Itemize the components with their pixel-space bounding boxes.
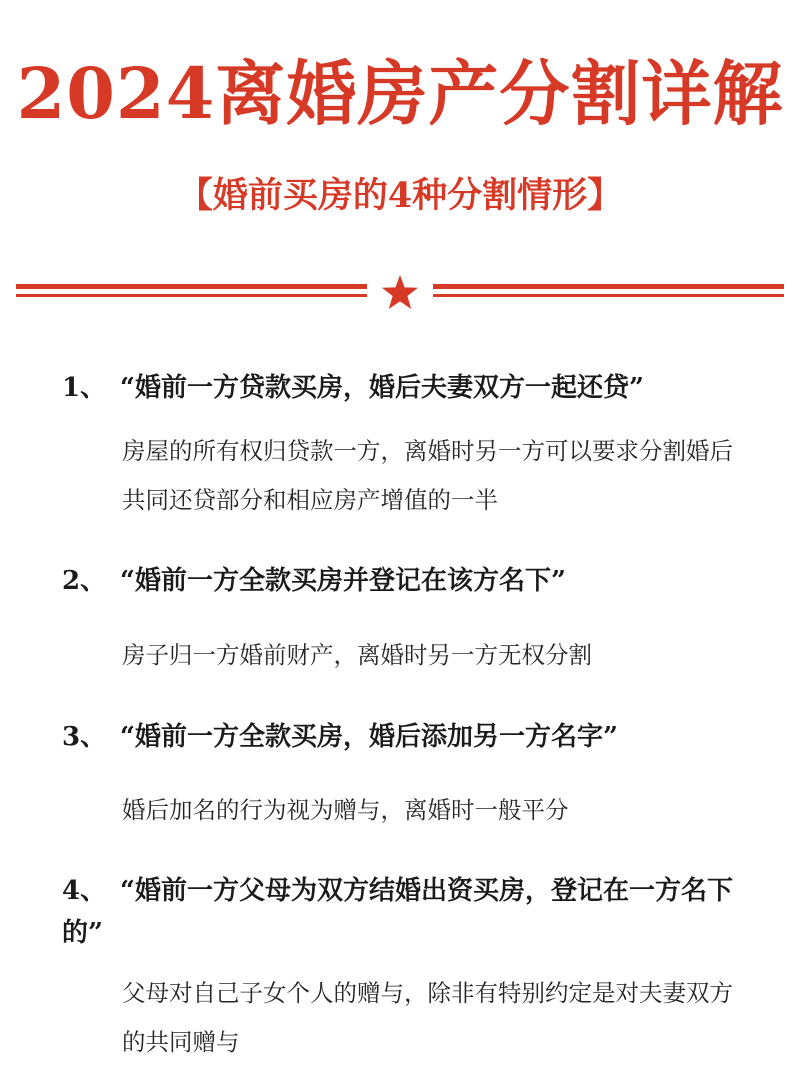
section-number: 4、: [62, 876, 107, 906]
section-number: 1、: [62, 373, 107, 403]
section-body: 婚后加名的行为视为赠与，离婚时一般平分: [122, 796, 569, 824]
star-icon: [379, 272, 421, 314]
section-body: 房子归一方婚前财产，离婚时另一方无权分割: [122, 641, 592, 669]
section-number: 3、: [62, 722, 107, 752]
section-number: 2、: [62, 566, 107, 596]
page-title: 2024离婚房产分割详解: [16, 52, 784, 135]
divider-thick-line: [16, 284, 367, 289]
section-heading: [62, 716, 752, 758]
section-heading-text: “婚前一方父母为双方结婚出资买房，登记在一方名下的”: [62, 876, 733, 948]
section-heading: [62, 367, 752, 409]
divider-right-lines: [433, 284, 784, 300]
page-subtitle: 【婚前买房的4种分割情形】: [177, 175, 623, 216]
section-body: 房屋的所有权归贷款一方，离婚时另一方可以要求分割婚后共同还贷部分和相应房产增值的一半: [122, 437, 733, 514]
section-heading-text: “婚前一方全款买房，婚后添加另一方名字”: [120, 722, 618, 752]
section-heading-text: “婚前一方贷款买房，婚后夫妻双方一起还贷”: [120, 373, 644, 403]
section-heading: [62, 870, 752, 954]
divider-thin-line: [16, 294, 367, 297]
divider-thin-line: [433, 294, 784, 297]
divider-left-lines: [16, 284, 367, 300]
section-heading-text: “婚前一方全款买房并登记在该方名下”: [120, 566, 566, 596]
section-heading: [62, 560, 752, 602]
divider-thick-line: [433, 284, 784, 289]
decorative-divider: [16, 272, 784, 314]
section-body: 父母对自己子女个人的赠与，除非有特别约定是对夫妻双方的共同赠与: [122, 979, 733, 1056]
